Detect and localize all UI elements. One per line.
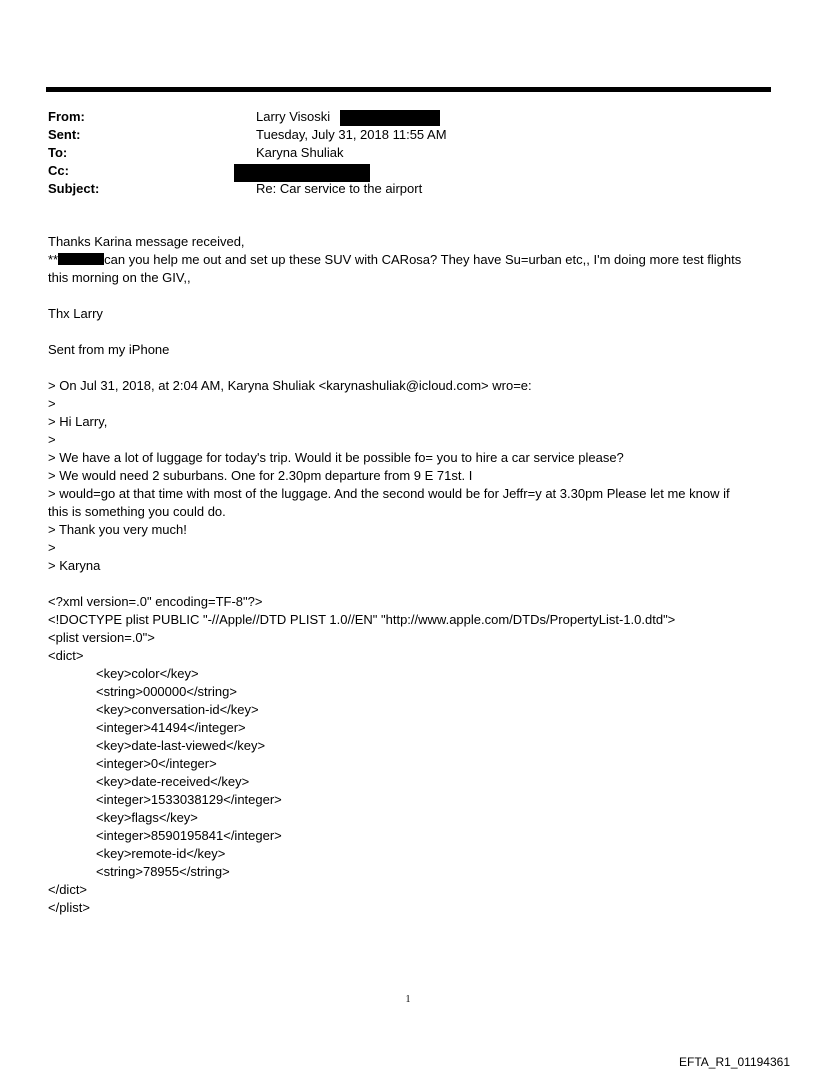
message-prefix: ** bbox=[48, 252, 59, 267]
plist-entry: <key>date-received</key> bbox=[96, 774, 250, 789]
plist-entry: <integer>1533038129</integer> bbox=[96, 792, 282, 807]
from-value: Larry Visoski bbox=[256, 109, 331, 124]
plist-line: <plist version=.0"> bbox=[48, 630, 155, 645]
sent-label: Sent: bbox=[48, 127, 81, 142]
message-line bbox=[48, 251, 768, 269]
plist-entry: <string>000000</string> bbox=[96, 684, 237, 699]
quoted-line: > Thank you very much! bbox=[48, 522, 187, 537]
message-line: Thanks Karina message received, bbox=[48, 234, 245, 249]
subject-label: Subject: bbox=[48, 181, 100, 196]
plist-block bbox=[48, 593, 768, 917]
from-label: From: bbox=[48, 109, 85, 124]
email-header bbox=[48, 108, 748, 198]
plist-entry: <integer>0</integer> bbox=[96, 756, 217, 771]
plist-entry: <key>remote-id</key> bbox=[96, 846, 226, 861]
plist-line: <?xml version=.0" encoding=TF-8"?> bbox=[48, 594, 263, 609]
plist-entry: <key>flags</key> bbox=[96, 810, 198, 825]
quoted-line: > bbox=[48, 432, 56, 447]
plist-line: </dict> bbox=[48, 882, 88, 897]
sent-value: Tuesday, July 31, 2018 11:55 AM bbox=[256, 127, 447, 142]
cc-label: Cc: bbox=[48, 163, 69, 178]
quoted-message bbox=[48, 377, 768, 575]
header-rule bbox=[46, 87, 771, 92]
subject-value: Re: Car service to the airport bbox=[256, 181, 423, 196]
to-row bbox=[48, 144, 748, 162]
plist-entry: <key>color</key> bbox=[96, 666, 199, 681]
message-text: can you help me out and set up these SUV with CARosa? They have Su=urban etc,, I'm doing more test flights bbox=[104, 252, 742, 267]
quoted-line: > bbox=[48, 396, 56, 411]
quoted-line: > Hi Larry, bbox=[48, 414, 108, 429]
message-line: this morning on the GIV,, bbox=[48, 270, 191, 285]
cc-row bbox=[48, 162, 748, 180]
plist-entry: <key>conversation-id</key> bbox=[96, 702, 259, 717]
plist-entry: <key>date-last-viewed</key> bbox=[96, 738, 266, 753]
plist-entry: <integer>8590195841</integer> bbox=[96, 828, 282, 843]
quoted-line: > would=go at that time with most of the luggage. And the second would be for Jeffr=y at 3.30pm Please let me know if bbox=[48, 486, 730, 501]
redaction-box bbox=[340, 110, 440, 126]
quoted-line: > We would need 2 suburbans. One for 2.30pm departure from 9 E 71st. I bbox=[48, 468, 473, 483]
to-value: Karyna Shuliak bbox=[256, 145, 344, 160]
to-label: To: bbox=[48, 145, 68, 160]
from-row bbox=[48, 108, 748, 126]
quoted-line: > We have a lot of luggage for today's trip. Would it be possible fo= you to hire a car service please? bbox=[48, 450, 624, 465]
quoted-line: > Karyna bbox=[48, 558, 101, 573]
plist-entry: <string>78955</string> bbox=[96, 864, 230, 879]
plist-line: </plist> bbox=[48, 900, 90, 915]
quoted-line: > On Jul 31, 2018, at 2:04 AM, Karyna Shuliak <karynashuliak@icloud.com> wro=e: bbox=[48, 378, 532, 393]
sent-from: Sent from my iPhone bbox=[48, 342, 170, 357]
bates-stamp: EFTA_R1_01194361 bbox=[679, 1055, 790, 1069]
sent-row bbox=[48, 126, 748, 144]
plist-entry: <integer>41494</integer> bbox=[96, 720, 246, 735]
page-number: 1 bbox=[405, 994, 411, 1005]
quoted-line: > bbox=[48, 540, 56, 555]
quoted-line: this is something you could do. bbox=[48, 504, 226, 519]
plist-line: <!DOCTYPE plist PUBLIC "-//Apple//DTD PLIST 1.0//EN" "http://www.apple.com/DTDs/PropertyList-1.0.dtd"> bbox=[48, 612, 676, 627]
signoff: Thx Larry bbox=[48, 306, 103, 321]
plist-line: <dict> bbox=[48, 648, 84, 663]
subject-row bbox=[48, 180, 748, 198]
email-body bbox=[48, 233, 768, 917]
redaction-box bbox=[58, 253, 104, 265]
